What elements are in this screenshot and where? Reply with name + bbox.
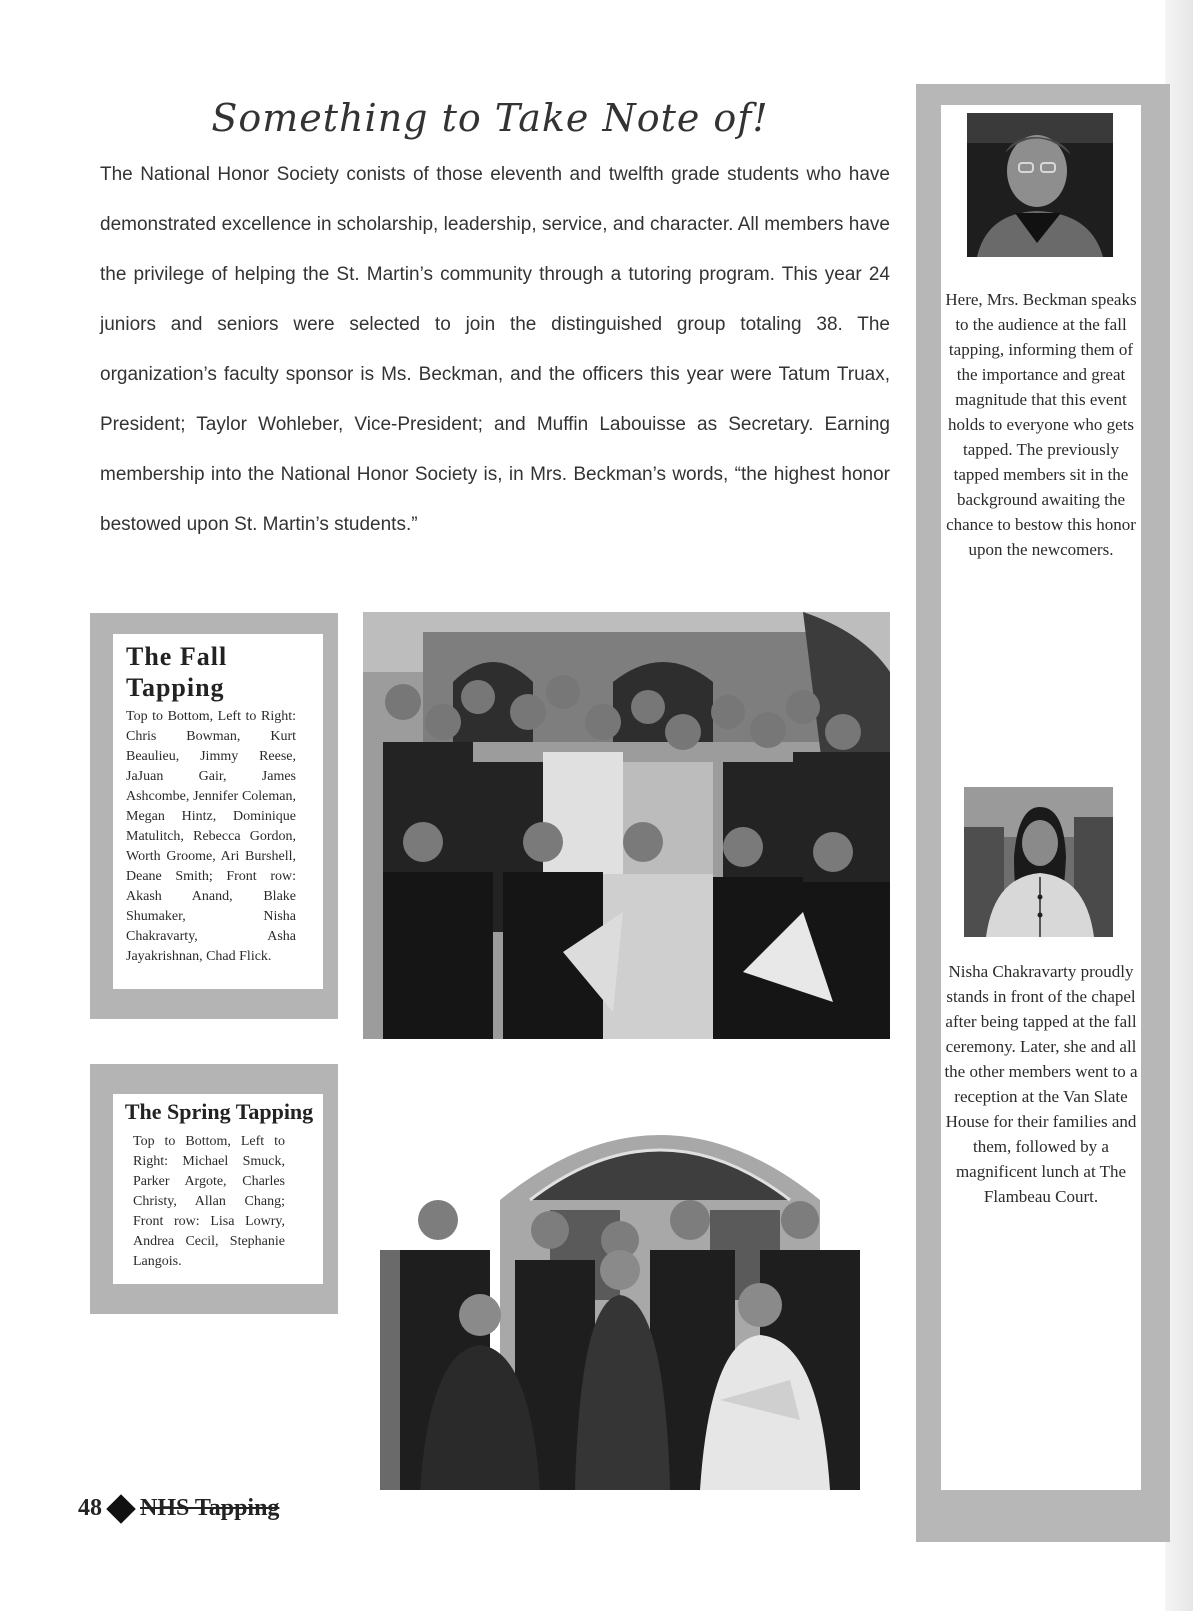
page-folio <box>78 1495 279 1522</box>
section-title: NHS Tapping <box>140 1495 280 1521</box>
nisha-photo <box>964 787 1113 937</box>
diamond-icon <box>106 1494 136 1524</box>
page-number: 48 <box>78 1495 102 1521</box>
spring-tapping-group-photo <box>380 1090 890 1490</box>
spring-caption-heading: The Spring Tapping <box>124 1099 314 1124</box>
beckman-photo <box>967 113 1113 257</box>
fall-tapping-group-photo <box>363 612 890 1039</box>
spring-caption-text: Top to Bottom, Left to Right: Michael Smuck, Parker Argote, Charles Christy, Allan Chang; Front row: Lisa Lowry, Andrea Cecil, Stephanie Langois. <box>133 1134 285 1269</box>
nisha-caption: Nisha Chakravarty proudly stands in front of the chapel after being tapped at the fall ceremony. Later, she and all the other members went to a reception at the Van Slate House for their families and them, followed by a magnificent lunch at The Flambeau Court. <box>944 962 1138 1206</box>
beckman-caption: Here, Mrs. Beckman speaks to the audience at the fall tapping, informing them of the importance and great magnitude that this event holds to everyone who gets tapped. The previously tapped members sit in the background awaiting the chance to bestow this honor upon the newcomers. <box>945 290 1137 559</box>
page-title: Something to Take Note of! <box>211 96 769 140</box>
fall-caption-text: Top to Bottom, Left to Right: Chris Bowman, Kurt Beaulieu, Jimmy Reese, JaJuan Gair, James Ashcombe, Jennifer Coleman, Megan Hintz, Dominique Matulitch, Rebecca Gordon, Worth Groome, Ari Burshell, Deane Smith; Front row: Akash Anand, Blake Shumaker, Nisha Chakravarty, Asha Jayakrishnan, Chad Flick. <box>126 709 296 964</box>
fall-caption-heading: The Fall Tapping <box>126 642 228 702</box>
intro-paragraph: The National Honor Society conists of those eleventh and twelfth grade students who have demonstrated excellence in scholarship, leadership, service, and character. All members have the privilege of helping the St. Martin’s community through a tutoring program. This year 24 juniors and seniors were selected to join the distinguished group totaling 38. The organization’s faculty sponsor is Ms. Beckman, and the officers this year were Tatum Truax, President; Taylor Wohleber, Vice-President; and Muffin Labouisse as Secretary. Earning membership into the National Honor Society is, in Mrs. Beckman’s words, “the highest honor bestowed upon St. Martin’s students.” <box>100 164 890 535</box>
